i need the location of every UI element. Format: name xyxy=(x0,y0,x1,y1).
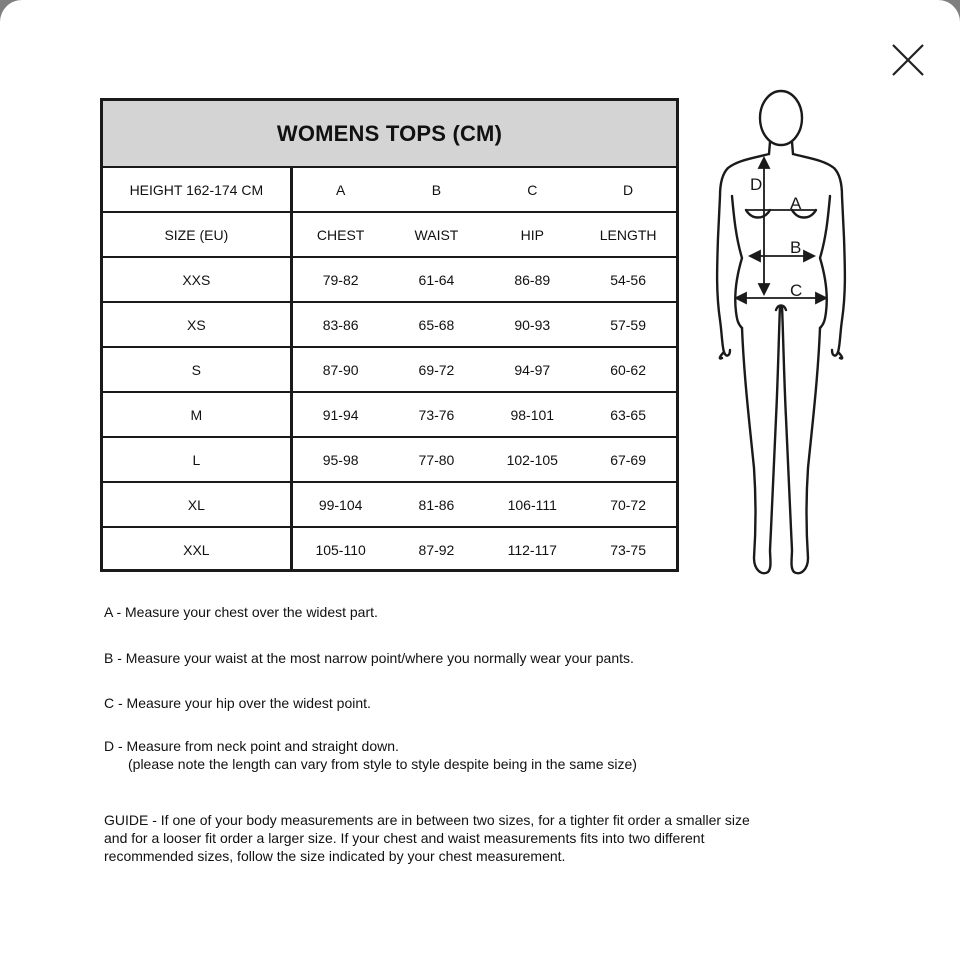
hip-cell: 112-117 xyxy=(507,542,557,558)
header-row-measure xyxy=(103,168,676,213)
size-cell: M xyxy=(103,393,293,436)
guide-note xyxy=(104,811,750,865)
length-cell: 57-59 xyxy=(610,316,646,333)
table-title: WOMENS TOPS (CM) xyxy=(103,101,676,168)
length-cell: 73-75 xyxy=(610,542,646,558)
length-cell: 70-72 xyxy=(610,496,646,513)
table-row xyxy=(103,348,676,393)
header-col-d: D xyxy=(623,181,634,198)
header-col-b: B xyxy=(431,181,442,198)
chest-cell: 105-110 xyxy=(315,542,366,558)
waist-cell: 81-86 xyxy=(418,496,455,513)
size-cell: XS xyxy=(103,303,293,346)
chest-cell: 79-82 xyxy=(322,271,359,288)
size-cell: XXL xyxy=(103,528,293,572)
size-cell: L xyxy=(103,438,293,481)
waist-cell: 69-72 xyxy=(418,361,455,378)
size-cell: XL xyxy=(103,483,293,526)
chest-cell: 87-90 xyxy=(322,361,359,378)
chest-cell: 83-86 xyxy=(322,316,359,333)
label-b: B xyxy=(790,238,802,257)
length-cell: 67-69 xyxy=(610,451,646,468)
length-cell: 60-62 xyxy=(610,361,646,378)
table-row xyxy=(103,438,676,483)
label-d: D xyxy=(750,175,763,194)
header-length: LENGTH xyxy=(599,226,657,243)
hip-cell: 102-105 xyxy=(506,451,558,468)
close-button[interactable] xyxy=(888,40,928,80)
waist-cell: 61-64 xyxy=(418,271,455,288)
hip-cell: 94-97 xyxy=(514,361,551,378)
waist-cell: 87-92 xyxy=(418,542,455,558)
table-row xyxy=(103,393,676,438)
hip-cell: 90-93 xyxy=(514,316,551,333)
note-b: B - Measure your waist at the most narrow point/where you normally wear your pants. xyxy=(104,650,634,666)
chest-cell: 91-94 xyxy=(322,406,359,423)
header-size: SIZE (EU) xyxy=(103,213,293,256)
hip-cell: 98-101 xyxy=(510,406,555,423)
note-c: C - Measure your hip over the widest point. xyxy=(104,695,371,711)
guide-line2: and for a looser fit order a larger size. If your chest and waist measurements fits into two different xyxy=(104,830,705,846)
guide-line3: recommended sizes, follow the size indicated by your chest measurement. xyxy=(104,848,566,864)
header-row-names xyxy=(103,213,676,258)
chest-cell: 95-98 xyxy=(322,451,359,468)
length-cell: 63-65 xyxy=(610,406,646,423)
header-chest: CHEST xyxy=(316,226,365,243)
size-cell: XXS xyxy=(103,258,293,301)
waist-cell: 73-76 xyxy=(418,406,455,423)
waist-cell: 65-68 xyxy=(418,316,455,333)
size-cell: S xyxy=(103,348,293,391)
header-height: HEIGHT 162-174 CM xyxy=(103,168,293,211)
waist-cell: 77-80 xyxy=(418,451,455,468)
note-d xyxy=(104,737,637,773)
note-d-line1: D - Measure from neck point and straight down. xyxy=(104,738,399,754)
table-row xyxy=(103,528,676,572)
table-row xyxy=(103,303,676,348)
chest-cell: 99-104 xyxy=(318,496,363,513)
hip-cell: 106-111 xyxy=(507,496,557,513)
guide-line1: GUIDE - If one of your body measurements are in between two sizes, for a tighter fit order a smaller size xyxy=(104,812,750,828)
body-measurement-figure xyxy=(706,88,856,580)
size-table xyxy=(100,98,679,572)
hip-cell: 86-89 xyxy=(514,271,551,288)
label-c: C xyxy=(790,281,803,300)
header-col-c: C xyxy=(527,181,538,198)
note-d-line2: (please note the length can vary from style to style despite being in the same size) xyxy=(128,756,637,772)
table-row xyxy=(103,258,676,303)
header-waist: WAIST xyxy=(414,226,459,243)
body-silhouette-icon xyxy=(706,88,856,580)
header-col-a: A xyxy=(335,181,346,198)
table-row xyxy=(103,483,676,528)
label-a: A xyxy=(790,194,802,213)
header-hip: HIP xyxy=(520,226,544,243)
note-a: A - Measure your chest over the widest part. xyxy=(104,604,378,620)
close-icon xyxy=(888,40,928,80)
length-cell: 54-56 xyxy=(610,271,646,288)
